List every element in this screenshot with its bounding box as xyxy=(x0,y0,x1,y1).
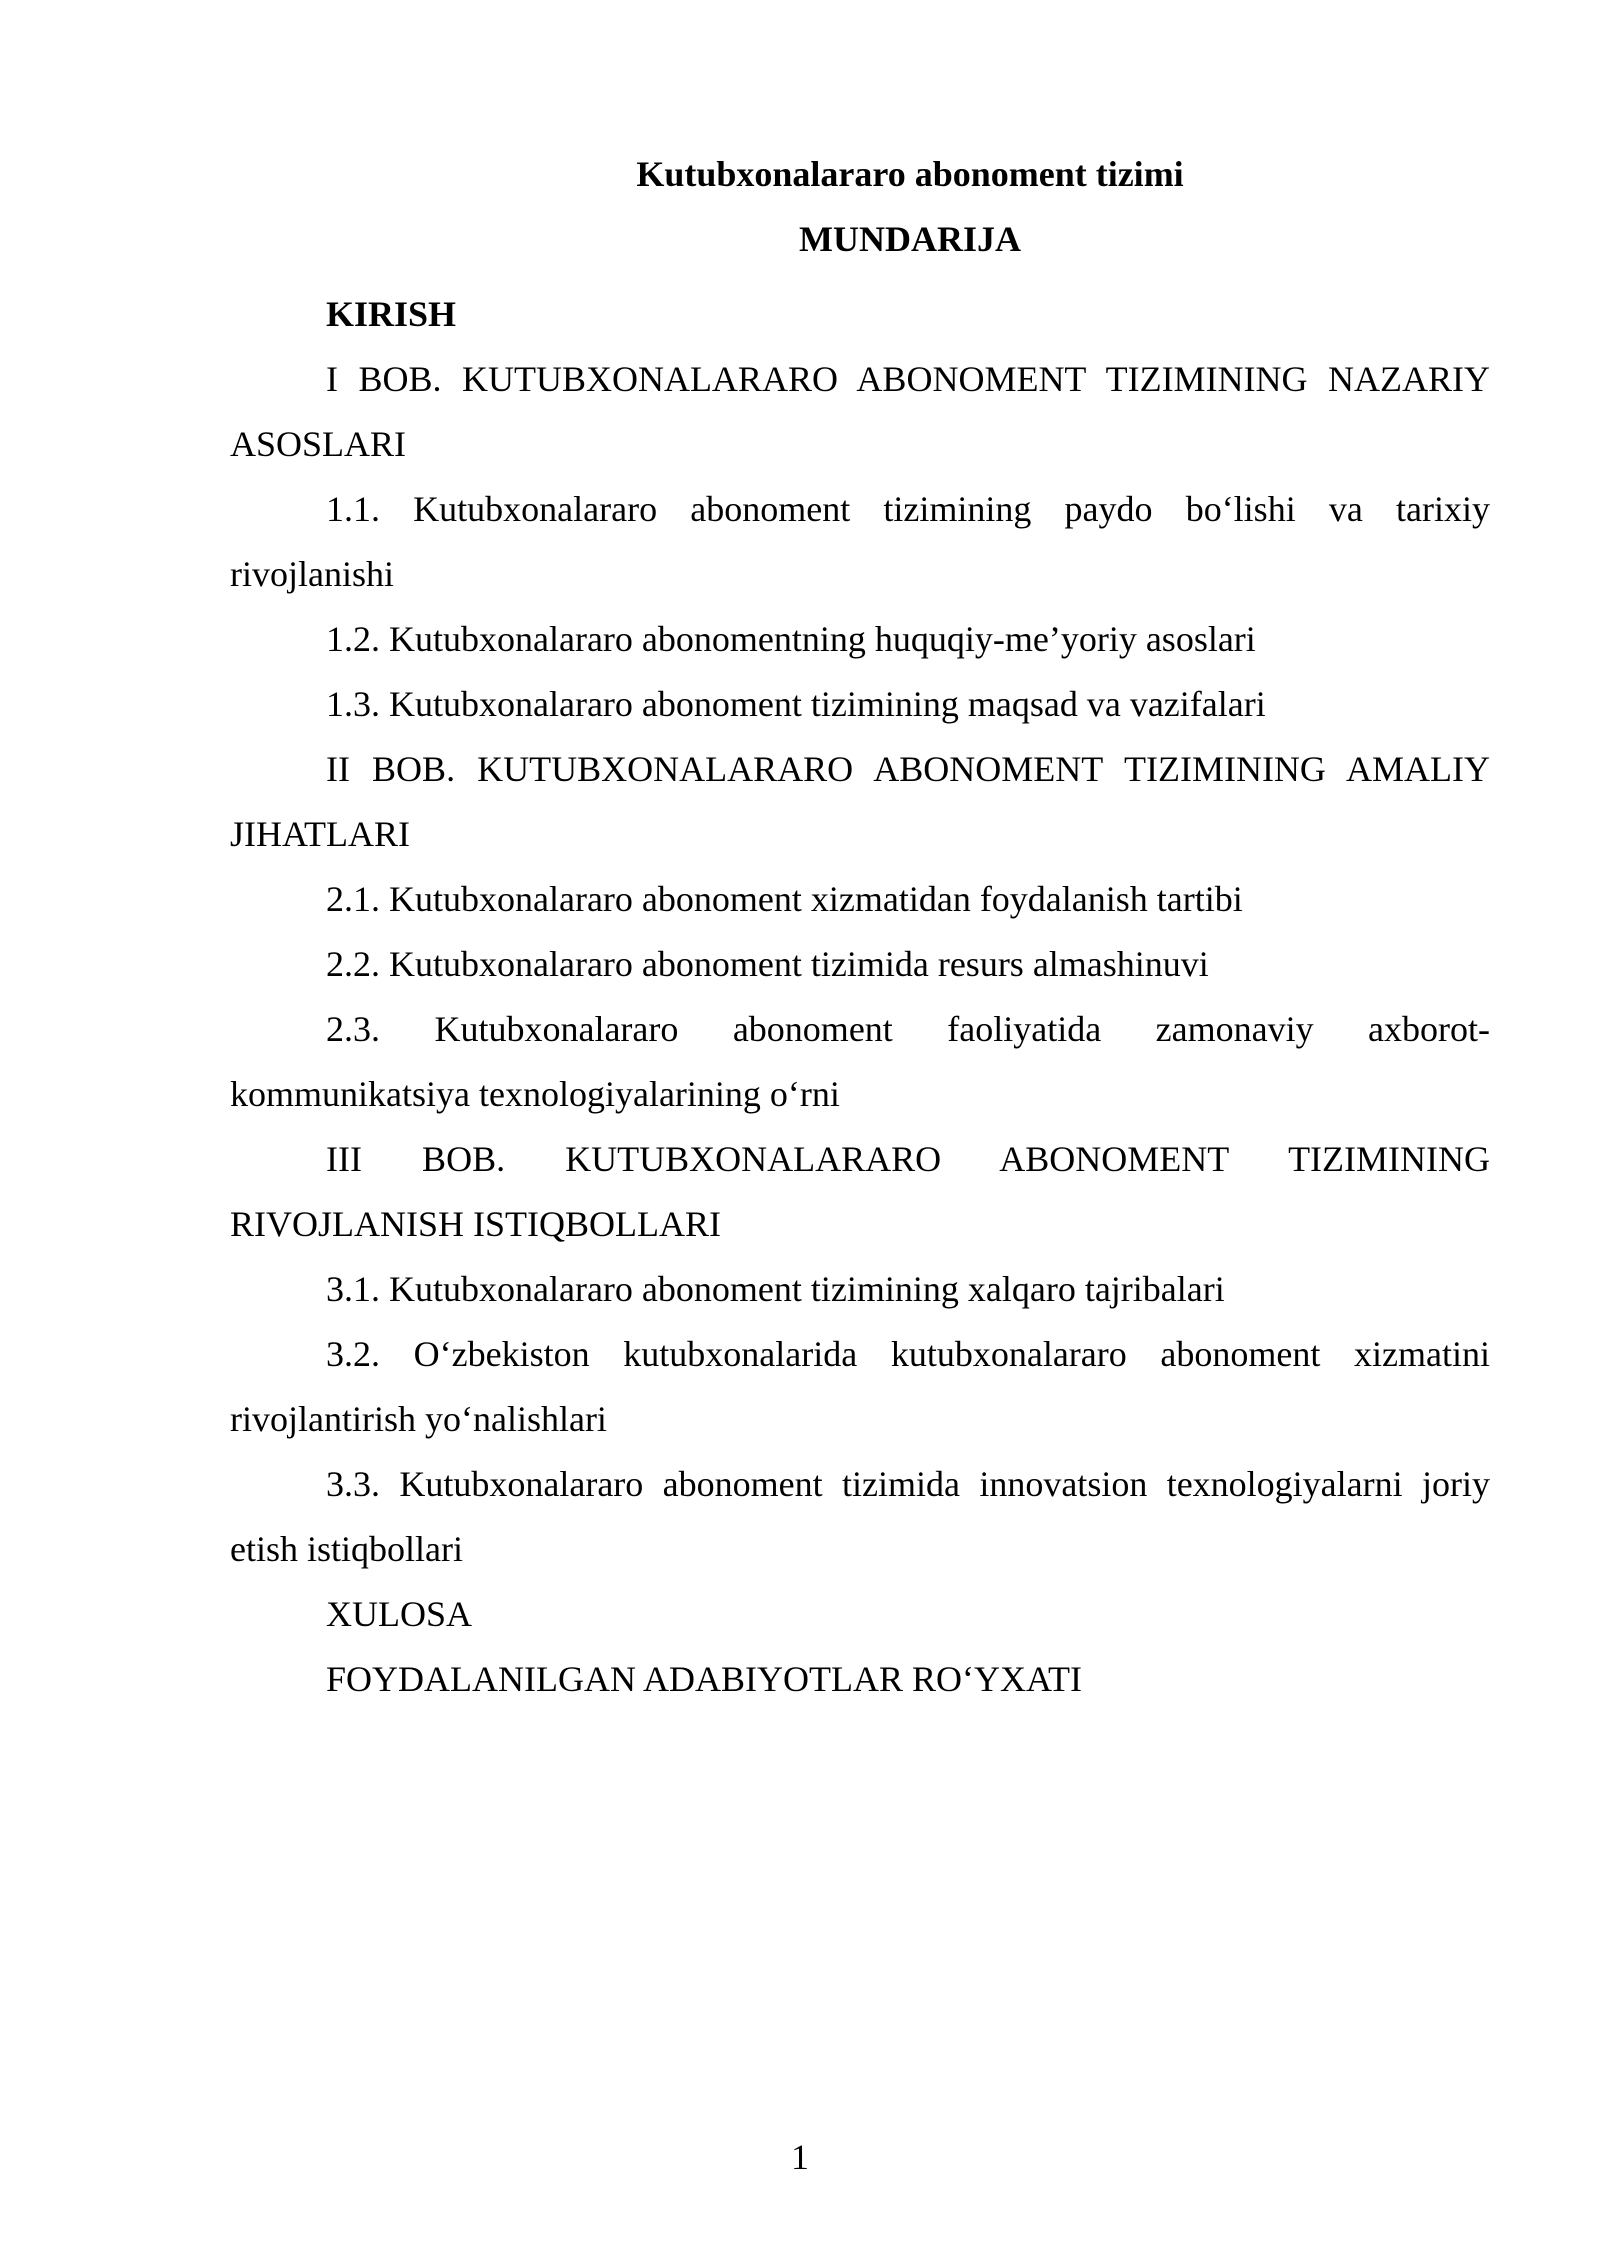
toc-entry-section-1-1: 1.1. Kutubxonalararo abonoment tizimining paydo bo‘lishi va tarixiy rivojlanishi xyxy=(230,489,1490,594)
toc-entry-section-3-1: 3.1. Kutubxonalararo abonoment tizimining xalqaro tajribalari xyxy=(326,1269,1225,1309)
toc-entry-section-3-2: 3.2. O‘zbekiston kutubxonalarida kutubxonalararo abonoment xizmatini rivojlantirish yo‘nalishlari xyxy=(230,1334,1490,1439)
toc-entry-introduction: KIRISH xyxy=(326,294,457,334)
toc-heading: MUNDARIJA xyxy=(799,219,1021,259)
table-of-contents xyxy=(230,282,1490,1712)
toc-entry-section-1-2: 1.2. Kutubxonalararo abonomentning huquqiy-me’yoriy asoslari xyxy=(326,619,1256,659)
toc-entry-chapter-3: III BOB. KUTUBXONALARARO ABONOMENT TIZIMINING RIVOJLANISH ISTIQBOLLARI xyxy=(230,1139,1490,1244)
toc-entry-section-2-1: 2.1. Kutubxonalararo abonoment xizmatidan foydalanish tartibi xyxy=(326,879,1243,919)
toc-entry-section-2-3: 2.3. Kutubxonalararo abonoment faoliyatida zamonaviy axborot-kommunikatsiya texnologiyalarining o‘rni xyxy=(230,1009,1490,1114)
toc-entry-chapter-2: II BOB. KUTUBXONALARARO ABONOMENT TIZIMINING AMALIY JIHATLARI xyxy=(230,749,1490,854)
toc-entry-references: FOYDALANILGAN ADABIYOTLAR RO‘YXATI xyxy=(326,1659,1082,1699)
toc-entry-section-2-2: 2.2. Kutubxonalararo abonoment tizimida resurs almashinuvi xyxy=(326,944,1209,984)
toc-entry-chapter-1: I BOB. KUTUBXONALARARO ABONOMENT TIZIMINING NAZARIY ASOSLARI xyxy=(230,359,1490,464)
document-title: Kutubxonalararo abonoment tizimi xyxy=(636,154,1184,194)
toc-entry-section-1-3: 1.3. Kutubxonalararo abonoment tizimining maqsad va vazifalari xyxy=(326,684,1266,724)
toc-entry-conclusion: XULOSA xyxy=(326,1594,473,1634)
page-number: 1 xyxy=(791,2137,809,2177)
toc-entry-section-3-3: 3.3. Kutubxonalararo abonoment tizimida innovatsion texnologiyalarni joriy etish istiqbollari xyxy=(230,1464,1490,1569)
